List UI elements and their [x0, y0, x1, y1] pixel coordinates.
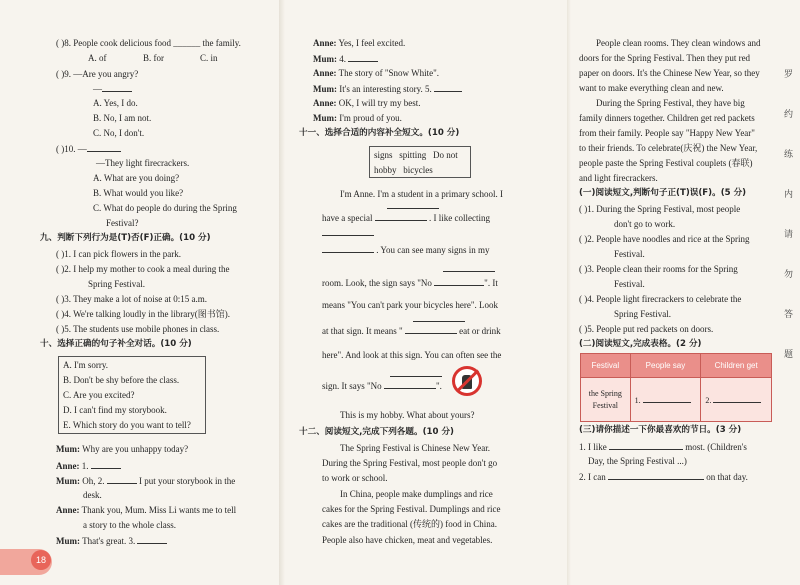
dialog-line: Mum: 4.	[313, 53, 378, 65]
dialog-line: Anne: Thank you, Mum. Miss Li wants me to tell	[56, 505, 237, 515]
tf-item-cont: Festival.	[614, 279, 645, 289]
passage-line: means "You can't park your bicycles here". Look	[322, 300, 499, 310]
tf-item: ( )4. We're talking loudly in the library(图书馆).	[56, 309, 230, 319]
reading-line: The Spring Festival is Chinese New Year.	[340, 443, 490, 453]
tf-item-cont: don't go to work.	[614, 219, 676, 229]
option-a: A. of	[88, 53, 107, 63]
no-littering-sign-icon	[452, 366, 482, 396]
section-11-title: 十一、选择合适的内容补全短文。(10 分)	[299, 128, 460, 138]
option-a: A. Yes, I do.	[93, 98, 138, 108]
tf-item: ( )2. I help my mother to cook a meal during the	[56, 264, 230, 274]
tf-item-cont: Spring Festival.	[614, 309, 672, 319]
word-options: hobby bicycles	[374, 165, 433, 175]
tf-item: ( )4. People light firecrackers to celebrate the	[579, 294, 742, 304]
reading-line: from their family. People say "Happy New Year"	[579, 128, 755, 138]
answer-blank	[443, 263, 495, 275]
answer-blank	[322, 227, 374, 239]
dialog-line: Mum: That's great. 3.	[56, 535, 167, 547]
tf-item: ( )5. The students use mobile phones in class.	[56, 324, 220, 334]
table-cell[interactable]: 1.	[630, 378, 701, 422]
column-divider	[567, 0, 571, 585]
describe-line: 1. I like most. (Children's	[579, 442, 747, 452]
passage-line: at that sign. It means " eat or drink	[322, 326, 501, 336]
dialog-line-cont: desk.	[83, 490, 102, 500]
tf-item: ( )3. They make a lot of noise at 0:15 a.m.	[56, 294, 208, 304]
tf-item: ( )3. People clean their rooms for the Spring	[579, 264, 738, 274]
describe-line: 2. I can on that day.	[579, 472, 748, 482]
subsection-title: (一)阅读短文,判断句子正(T)误(F)。(5 分)	[579, 188, 747, 198]
reading-line: During the Spring Festival, they have big	[596, 98, 745, 108]
option-b: B. for	[143, 53, 164, 63]
option-c-cont: Festival?	[106, 218, 139, 228]
dialog-line: Anne: 1.	[56, 460, 121, 472]
subsection-title: (三)请你描述一下你最喜欢的节日。(3 分)	[579, 425, 742, 435]
answer-blank	[387, 200, 439, 212]
option-b: B. What would you like?	[93, 188, 184, 198]
binding-margin-text: 罗 约 练 内 请 勿 答 题	[784, 70, 794, 360]
dialog-line: Mum: It's an interesting story. 5.	[313, 83, 462, 95]
question-10: ( )10. —	[56, 143, 121, 155]
passage-line: sign. It says "No ".	[322, 381, 442, 391]
dialog-option: D. I can't find my storybook.	[63, 405, 167, 415]
dialog-line: Mum: I'm proud of you.	[313, 113, 402, 123]
passage-line: here". And look at this sign. You can often see the	[322, 350, 502, 360]
reading-line: family dinners together. Children get red packets	[579, 113, 755, 123]
reading-line: cakes are the traditional (传统的) food in China.	[322, 519, 497, 529]
tf-item-cont: Festival.	[614, 249, 645, 259]
passage-line: I'm Anne. I'm a student in a primary school. I	[340, 189, 503, 199]
option-c: C. in	[200, 53, 218, 63]
reading-line: and light firecrackers.	[579, 173, 658, 183]
option-a: A. What are you doing?	[93, 173, 180, 183]
reading-line: During the Spring Festival, most people don't go	[322, 458, 498, 468]
reading-line: People clean rooms. They clean windows and	[596, 38, 761, 48]
reading-line: to their friends. To celebrate(庆祝) the New Year,	[579, 143, 758, 153]
tf-item: ( )1. During the Spring Festival, most people	[579, 204, 741, 214]
subsection-title: (二)阅读短文,完成表格。(2 分)	[579, 339, 702, 349]
passage-line: This is my hobby. What about yours?	[340, 410, 475, 420]
reading-line: In China, people make dumplings and rice	[340, 489, 493, 499]
dialog-line: Mum: Why are you unhappy today?	[56, 444, 189, 454]
word-options: signs spitting Do not	[374, 150, 458, 160]
dialog-line: Anne: Yes, I feel excited.	[313, 38, 406, 48]
reading-line: paper on doors. It's the Chinese New Year, so they	[579, 68, 760, 78]
option-c: C. What do people do during the Spring	[93, 203, 237, 213]
table-header: People say	[630, 354, 701, 378]
reading-line: want to make everything clean and new.	[579, 83, 724, 93]
column-divider	[279, 0, 285, 585]
section-10-title: 十、选择正确的句子补全对话。(10 分)	[40, 339, 192, 349]
option-c: C. No, I don't.	[93, 128, 145, 138]
dialog-option: E. Which story do you want to tell?	[63, 420, 191, 430]
table-header: Children get	[701, 354, 772, 378]
answer-blank	[413, 313, 465, 325]
dialog-line-cont: a story to the whole class.	[83, 520, 176, 530]
answer-blank	[390, 368, 442, 380]
answer-dash: —	[93, 83, 132, 95]
dialog-option: A. I'm sorry.	[63, 360, 109, 370]
dialog-option: B. Don't be shy before the class.	[63, 375, 180, 385]
reading-line: to work or school.	[322, 473, 388, 483]
describe-line-cont: Day, the Spring Festival ...)	[588, 456, 687, 466]
tf-item: ( )2. People have noodles and rice at the Spring	[579, 234, 750, 244]
festival-table	[580, 353, 772, 422]
dialog-line: Anne: OK, I will try my best.	[313, 98, 421, 108]
page-number: 18	[31, 550, 51, 570]
question-9: ( )9. —Are you angry?	[56, 69, 139, 79]
question-8: ( )8. People cook delicious food ______ the family.	[56, 38, 241, 48]
tf-item: ( )1. I can pick flowers in the park.	[56, 249, 181, 259]
reading-line: people paste the Spring Festival couplets (春联)	[579, 158, 753, 168]
tf-item: ( )5. People put red packets on doors.	[579, 324, 714, 334]
reading-line: cakes for the Spring Festival. Dumplings and rice	[322, 504, 501, 514]
table-header: Festival	[581, 354, 631, 378]
section-12-title: 十二、阅读短文,完成下列各题。(10 分)	[299, 427, 454, 437]
section-9-title: 九、判断下列行为是(T)否(F)正确。(10 分)	[40, 233, 211, 243]
passage-line: have a special . I like collecting	[322, 213, 490, 223]
reading-line: People also have chicken, meat and vegetables.	[322, 535, 493, 545]
table-cell: the Spring Festival	[581, 378, 631, 422]
option-b: B. No, I am not.	[93, 113, 152, 123]
reading-line: doors for the Spring Festival. Then they put red	[579, 53, 751, 63]
dialog-answer: —They light firecrackers.	[96, 158, 190, 168]
tf-item-cont: Spring Festival.	[88, 279, 146, 289]
dialog-option: C. Are you excited?	[63, 390, 135, 400]
table-cell[interactable]: 2.	[701, 378, 772, 422]
passage-line: room. Look, the sign says "No ". It	[322, 278, 498, 288]
dialog-line: Mum: Oh, 2. I put your storybook in the	[56, 476, 236, 486]
dialog-line: Anne: The story of "Snow White".	[313, 68, 440, 78]
passage-line: . You can see many signs in my	[322, 244, 490, 256]
